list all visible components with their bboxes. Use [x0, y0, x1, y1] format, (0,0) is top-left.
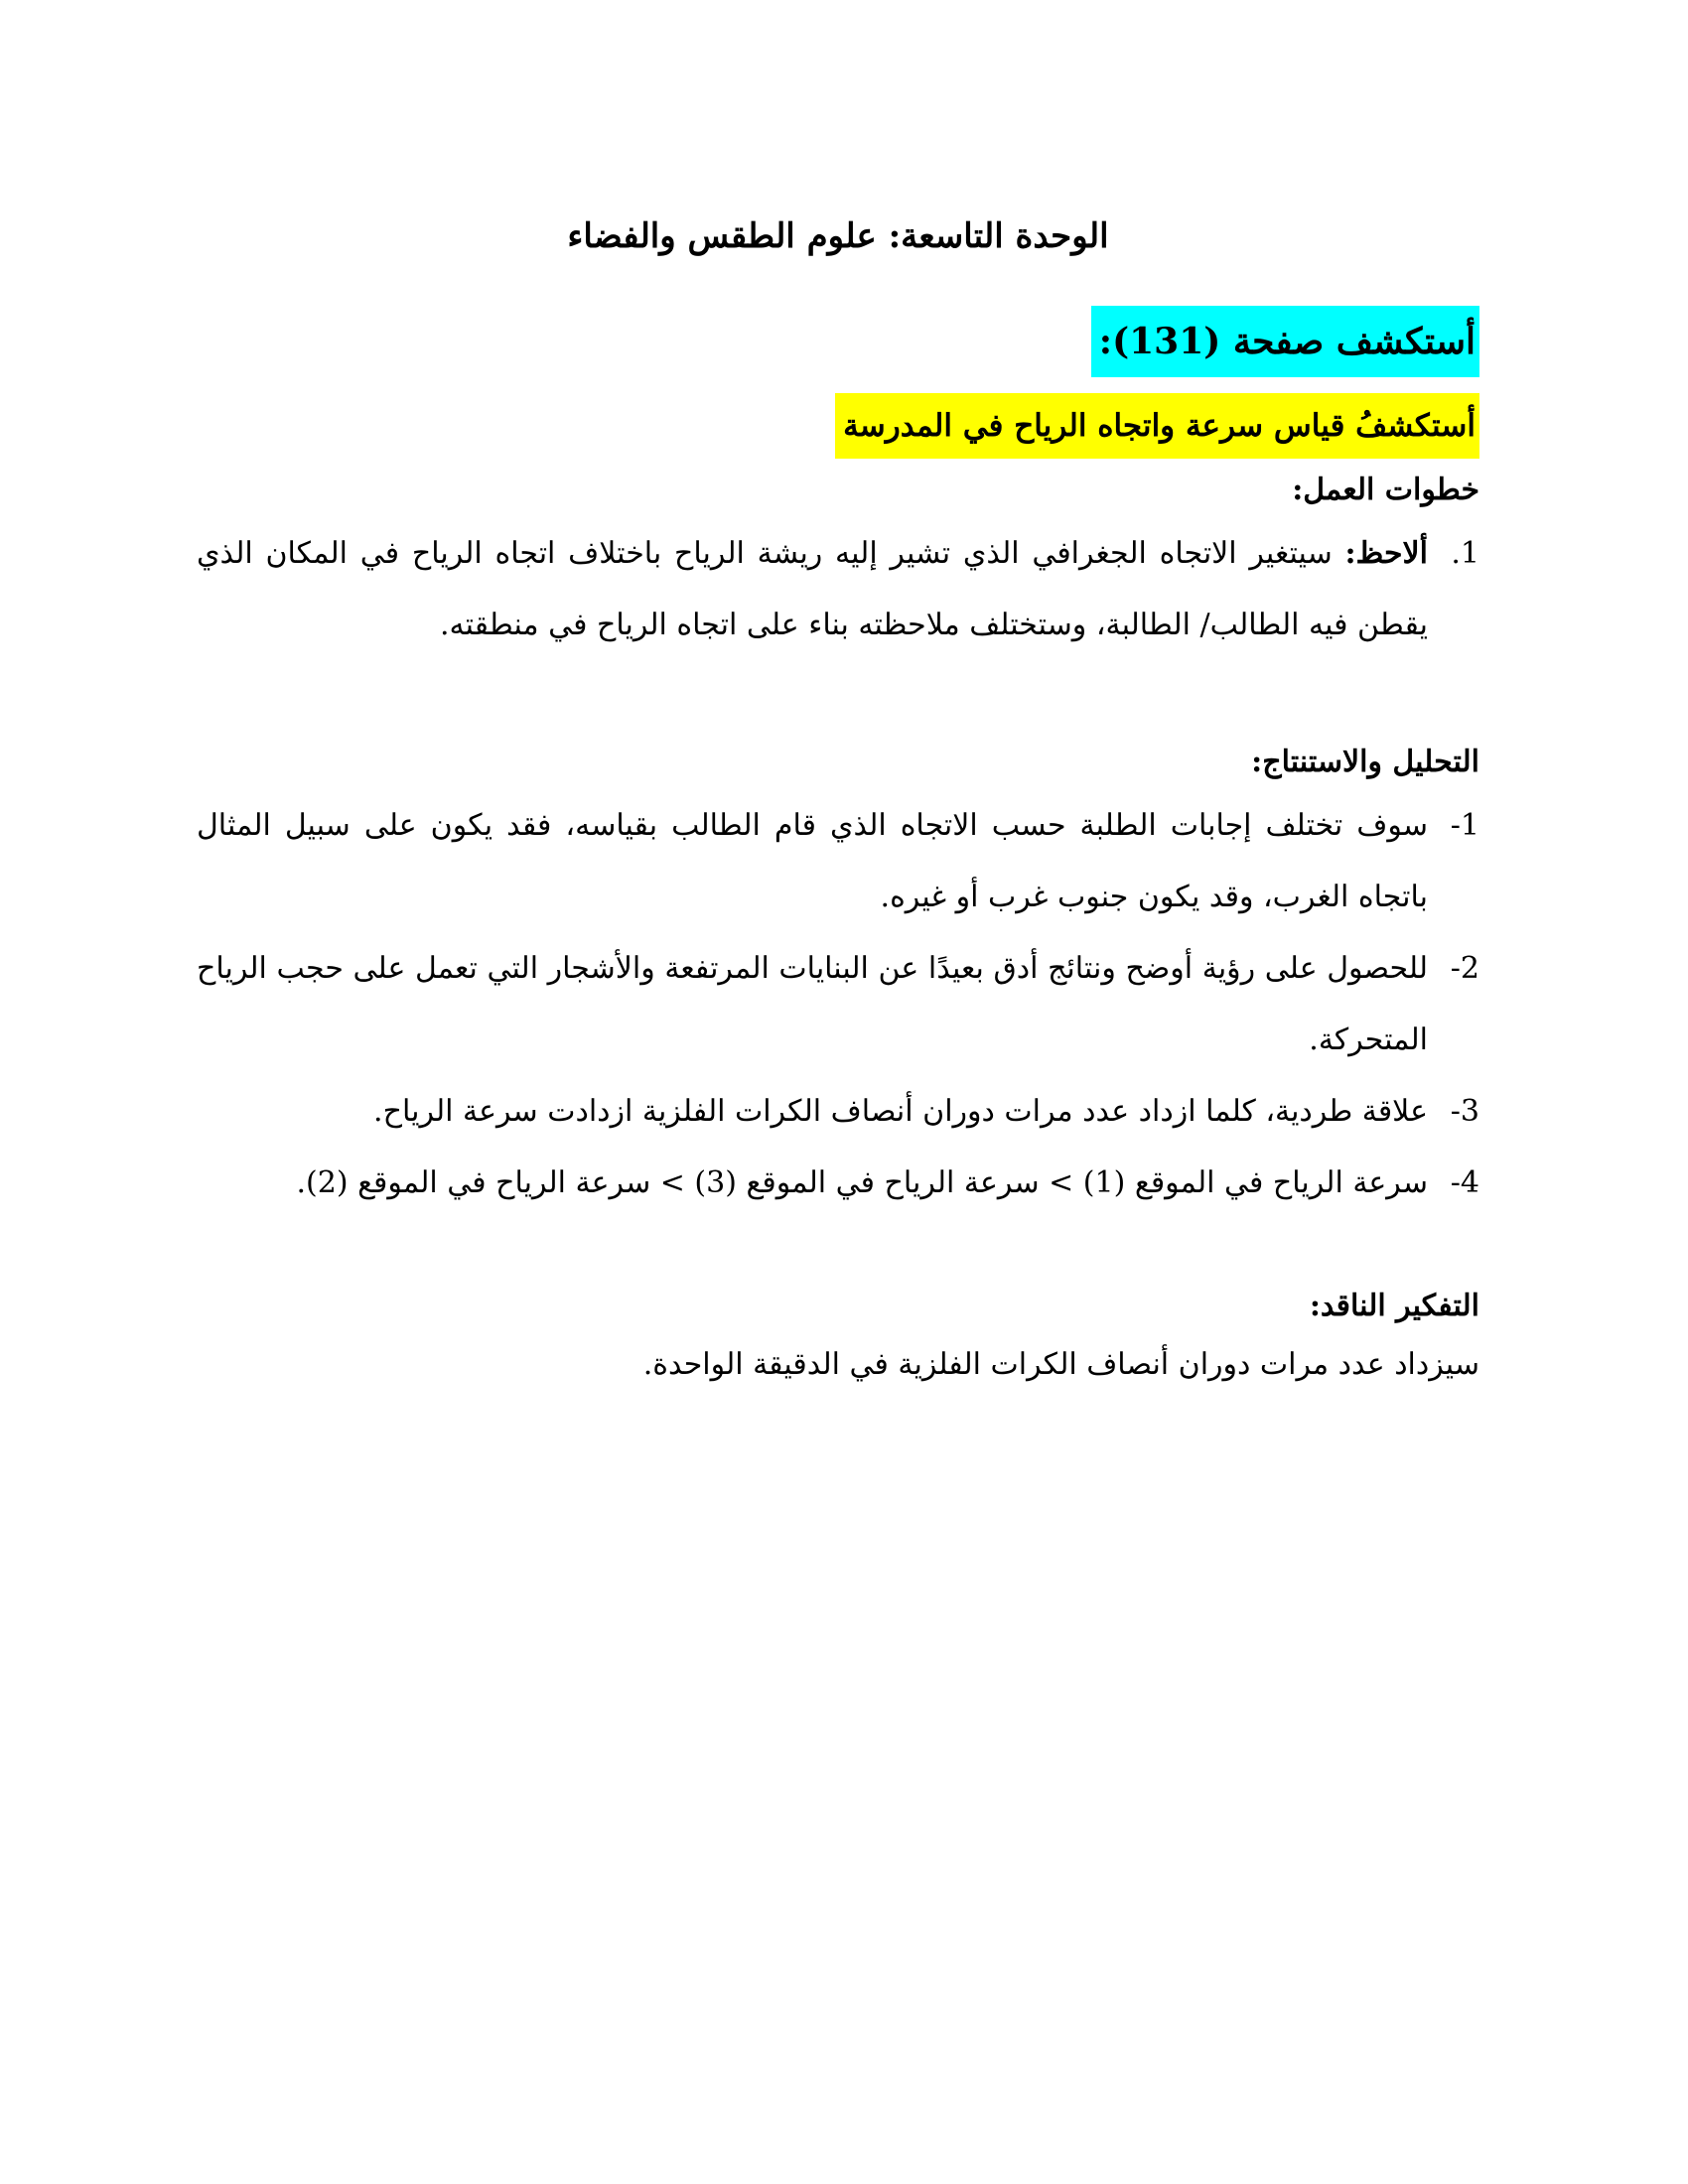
- unit-title: الوحدة التاسعة: علوم الطقس والفضاء: [567, 216, 1109, 256]
- step-text: سيتغير الاتجاه الجغرافي الذي تشير إليه ريشة الرياح باختلاف اتجاه الرياح في المكان الذي يقطن فيه الطالب/ الطالبة، وستختلف ملاحظته بناء على اتجاه الرياح في منطقته.: [197, 536, 1428, 642]
- analysis-item: [197, 933, 1479, 1076]
- analysis-item: [197, 790, 1479, 933]
- analysis-heading: التحليل والاستنتاج:: [1251, 745, 1479, 779]
- explore-activity-title: أستكشفُ قياس سرعة واتجاه الرياح في المدرسة: [835, 393, 1479, 459]
- analysis-item: [197, 1148, 1479, 1219]
- steps-heading: خطوات العمل:: [1292, 473, 1479, 507]
- step-number: 1.: [1451, 536, 1479, 571]
- analysis-number: 1-: [1450, 808, 1479, 843]
- analysis-text: علاقة طردية، كلما ازداد عدد مرات دوران أنصاف الكرات الفلزية ازدادت سرعة الرياح.: [373, 1094, 1428, 1129]
- step-item: [197, 518, 1479, 661]
- analysis-text: للحصول على رؤية أوضح ونتائج أدق بعيدًا عن البنايات المرتفعة والأشجار التي تعمل على حجب الرياح المتحركة.: [197, 951, 1428, 1057]
- critical-thinking-text: سيزداد عدد مرات دوران أنصاف الكرات الفلزية في الدقيقة الواحدة.: [642, 1347, 1479, 1382]
- analysis-text: سرعة الرياح في الموقع (1) > سرعة الرياح في الموقع (3) > سرعة الرياح في الموقع (2).: [296, 1165, 1428, 1200]
- analysis-number: 2-: [1450, 951, 1479, 986]
- analysis-number: 3-: [1450, 1094, 1479, 1129]
- explore-page-label: أستكشف صفحة (131):: [1091, 306, 1479, 377]
- critical-thinking-heading: التفكير الناقد:: [1309, 1289, 1479, 1323]
- document-content: [197, 208, 1479, 1396]
- step-body: [197, 518, 1428, 661]
- analysis-text: سوف تختلف إجابات الطلبة حسب الاتجاه الذي قام الطالب بقياسه، فقد يكون على سبيل المثال باتجاه الغرب، وقد يكون جنوب غرب أو غيره.: [197, 808, 1428, 914]
- step-lead: ألاحظ:: [1344, 536, 1428, 571]
- analysis-number: 4-: [1450, 1165, 1479, 1200]
- analysis-item: [197, 1076, 1479, 1148]
